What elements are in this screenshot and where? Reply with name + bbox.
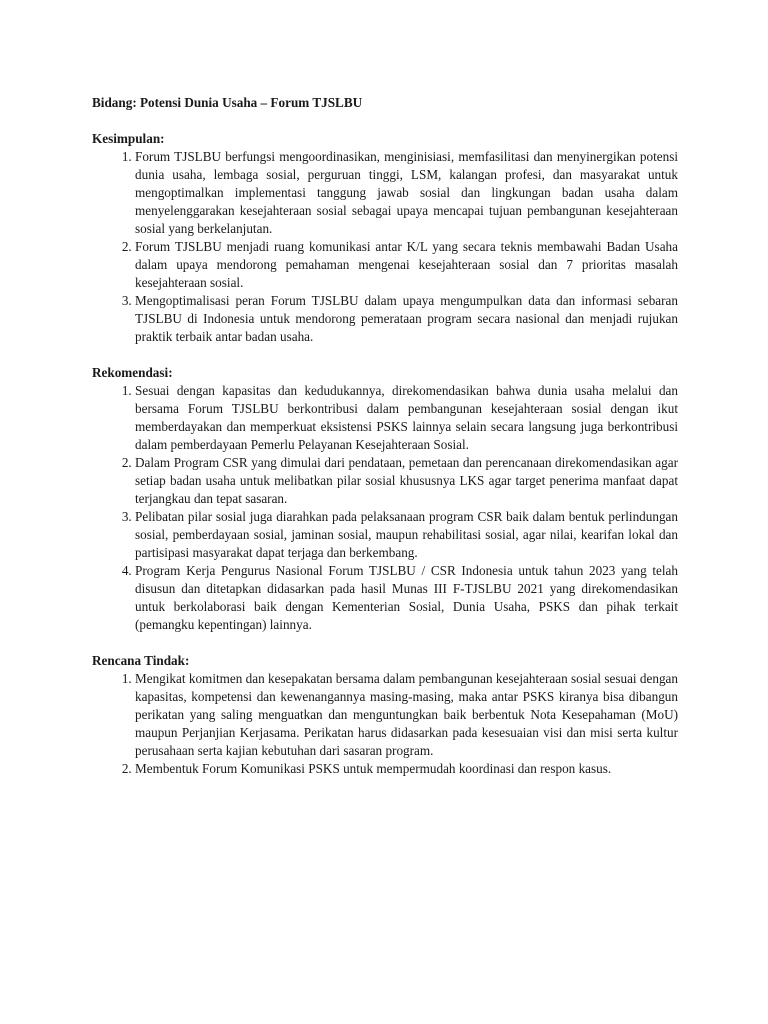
section-heading: Kesimpulan: bbox=[92, 131, 165, 146]
list-item: 2. Membentuk Forum Komunikasi PSKS untuk mempermudah koordinasi dan respon kasus. bbox=[135, 760, 678, 778]
list-item: 3. Mengoptimalisasi peran Forum TJSLBU dalam upaya mengumpulkan data dan informasi sebaran TJSLBU di Indonesia untuk mendorong pemerataan program secara nasional dan menjadi rujukan praktik terbaik antar badan usaha. bbox=[135, 292, 678, 346]
document-title: Bidang: Potensi Dunia Usaha – Forum TJSLBU bbox=[92, 95, 363, 110]
list-item: 1. Sesuai dengan kapasitas dan kedudukannya, direkomendasikan bahwa dunia usaha melalui dan bersama Forum TJSLBU berkontribusi dalam pembangunan kesejahteraan sosial dengan ikut memberdayakan dan memperkuat eksistensi PSKS lainnya selain secara langsung juga berkontribusi dalam pemberdayaan Pemerlu Pelayanan Kesejahteraan Sosial. bbox=[135, 382, 678, 454]
section-rekomendasi bbox=[92, 364, 678, 634]
numbered-list bbox=[92, 670, 678, 778]
list-item: 3. Pelibatan pilar sosial juga diarahkan pada pelaksanaan program CSR baik dalam bentuk perlindungan sosial, pemberdayaan sosial, jaminan sosial, maupun rehabilitasi sosial, agar nilai, kearifan lokal dan partisipasi masyarakat dapat terjaga dan berkembang. bbox=[135, 508, 678, 562]
list-item: 1. Mengikat komitmen dan kesepakatan bersama dalam pembangunan kesejahteraan sosial sesuai dengan kapasitas, kompetensi dan kewenangannya masing-masing, maka antar PSKS kiranya bisa dibangun perikatan yang saling menguatkan dan menguntungkan baik berbentuk Nota Kesepahaman (MoU) maupun Perjanjian Kerjasama. Perikatan harus didasarkan pada kesesuaian visi dan misi serta kultur perusahaan serta kajian kebutuhan dari sasaran program. bbox=[135, 670, 678, 760]
list-item: 1. Forum TJSLBU berfungsi mengoordinasikan, menginisiasi, memfasilitasi dan menyinergikan potensi dunia usaha, lembaga sosial, perguruan tinggi, LSM, kalangan profesi, dan masyarakat untuk mengoptimalkan implementasi tanggung jawab sosial dan lingkungan badan usaha dalam menyelenggarakan kesejahteraan sosial sebagai upaya mencapai tujuan pembangunan kesejahteraan sosial yang berkelanjutan. bbox=[135, 148, 678, 238]
numbered-list bbox=[92, 382, 678, 634]
list-item: 2. Forum TJSLBU menjadi ruang komunikasi antar K/L yang secara teknis membawahi Badan Usaha dalam upaya mendorong pemahaman mengenai kesejahteraan sosial dan 7 prioritas masalah kesejahteraan sosial. bbox=[135, 238, 678, 292]
section-heading: Rencana Tindak: bbox=[92, 653, 190, 668]
section-heading: Rekomendasi: bbox=[92, 365, 173, 380]
list-item: 4. Program Kerja Pengurus Nasional Forum TJSLBU / CSR Indonesia untuk tahun 2023 yang telah disusun dan ditetapkan didasarkan pada hasil Munas III F-TJSLBU 2021 yang direkomendasikan untuk berkolaborasi baik dengan Kementerian Sosial, Dunia Usaha, PSKS dan pihak terkait (pemangku kepentingan) lainnya. bbox=[135, 562, 678, 634]
numbered-list bbox=[92, 148, 678, 346]
document-page bbox=[92, 94, 678, 796]
list-item: 2. Dalam Program CSR yang dimulai dari pendataan, pemetaan dan perencanaan direkomendasikan agar setiap badan usaha untuk melibatkan pilar sosial khususnya LKS agar target penerima manfaat dapat terjangkau dan tepat sasaran. bbox=[135, 454, 678, 508]
section-rencana-tindak bbox=[92, 652, 678, 778]
section-kesimpulan bbox=[92, 130, 678, 346]
